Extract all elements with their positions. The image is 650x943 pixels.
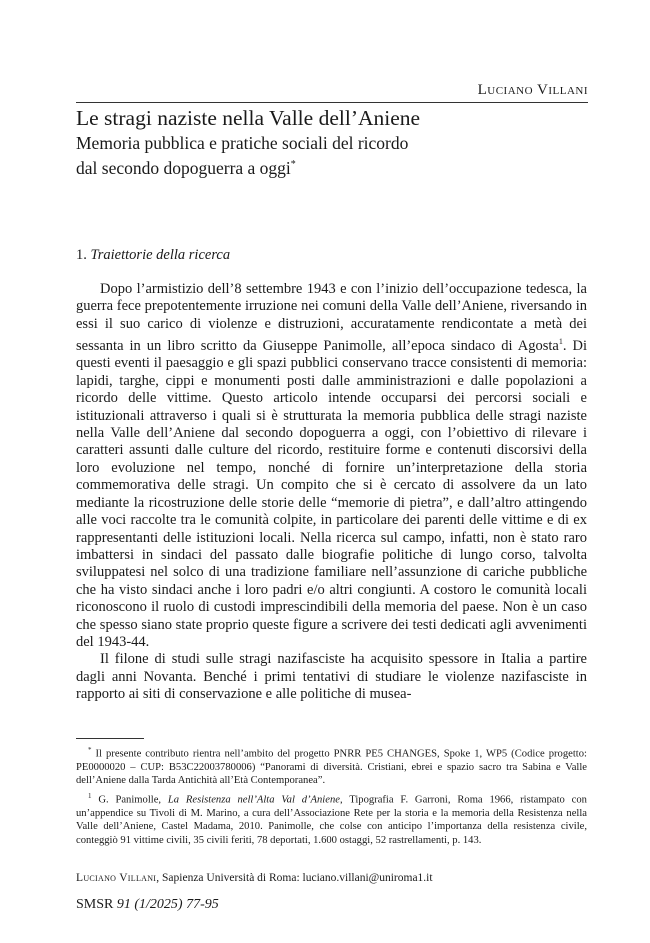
article-subtitle (76, 133, 596, 179)
journal-name: SMSR (76, 897, 117, 912)
footnote-1-mark: 1 (88, 791, 92, 800)
subtitle-note-mark[interactable]: * (290, 159, 296, 170)
paragraph-1-part-a: Dopo l’armistizio dell’8 settembre 1943 e con l’inizio dell’occupazione tedesca, la guerra fece prepotentemente irruzione nei comuni della Valle dell’Aniene, riversando in essi il suo carico di violenze e distruzioni, accuratamente rendicontate a metà dei sessanta in un libro scritto da Giuseppe Panimolle, all’epoca sindaco di Agosta (76, 281, 587, 355)
subtitle-line-2: dal secondo dopoguerra a oggi (76, 157, 291, 178)
footnote-ref-1[interactable]: 1 (558, 337, 563, 347)
paragraph-2: Il filone di studi sulle stragi nazifasciste ha acquisito spessore in Italia a partire dagli anni Novanta. Benché i primi tentativi di studiare le violenze nazifasciste in rapporto ai siti di conservazione e alle politiche di musea- (76, 651, 587, 703)
footnote-1-text-b: , Tipografia F. Garroni, Roma 1966, ristampato con un’appendice su Tivoli di M. Marino, a cura dell’Associazione Rete per la storia e la memoria della Resistenza nella Valle dell’Aniene, Castel Madama, 2010. Panimolle, che colse con anticipo l’importanza della resistenza civile, conteggiò 91 vittime civili, 35 civili feriti, 78 deportati, 1.600 ostaggi, 52 rastrellamenti, p. 143. (76, 794, 587, 846)
footnote-1 (76, 790, 587, 847)
header-rule (76, 102, 588, 103)
article-title: Le stragi naziste nella Valle dell’Aniene (76, 106, 421, 130)
subtitle-line-1: Memoria pubblica e pratiche sociali del ricordo (76, 133, 409, 153)
footnote-star-mark: * (88, 746, 92, 754)
section-number: 1. (76, 247, 87, 263)
footnote-star (76, 744, 587, 788)
body-text (76, 281, 587, 704)
journal-volume: 91 (1/2025) 77-95 (116, 897, 219, 912)
section-title: Traiettorie della ricerca (90, 247, 231, 263)
paragraph-1-part-b: . Di questi eventi il paesaggio e gli spazi pubblici conservano tracce consistenti di memoria: lapidi, targhe, cippi e monumenti posti dalle amministrazioni e dalle popolazioni a ricordo delle vittime. Questo articolo intende occuparsi dei percorsi sociali e istituzionali attraverso i quali si è strutturata la memoria pubblica delle stragi naziste nella Valle dell’Aniene dal secondo dopoguerra a oggi, con l’obiettivo di rilevare i caratteri assunti dalle culture del ricordo, restituire forme e contenuti discorsivi della loro evoluzione nel tempo, nonché di fornire un’interpretazione della storia commemorativa delle stragi. Un compito che si è cercato di assolvere da un lato mediante la ricostruzione delle storie delle “memorie di pietra”, e dall’altro attingendo alle voci raccolte tra le comunità colpite, in particolare dei parenti delle vittime e di ex rappresentanti delle istituzioni locali. Nella ricerca sul campo, infatti, non è stato raro imbattersi in sindaci del passato dalle biografie politiche di lungo corso, talvolta sviluppatesi nel solco di una tradizione familiare nell’assunzione di cariche pubbliche che ha visto sindaci anche i loro padri e/o altri congiunti. A costoro le comunità locali riconoscono il ruolo di custodi imprescindibili della memoria del paese. Non è un caso che spesso siano state proprio queste figure a scrivere dei testi dedicati agli avvenimenti del 1943-44. (76, 338, 588, 650)
footnote-1-text-a: G. Panimolle, (98, 794, 168, 806)
journal-citation (76, 897, 219, 913)
footnote-star-text: Il presente contributo rientra nell’ambito del progetto PNRR PE5 CHANGES, Spoke 1, WP5 (Codice progetto: PE0000020 – CUP: B53C22003780006) “Panorami di diversità. Cristiani, ebrei e spazio sacro tra Sabina e Valle dell’Aniene dalla Tarda Antichità all’Età Contemporanea”. (76, 748, 587, 787)
footnotes (76, 744, 587, 849)
author-name: Luciano Villani (76, 872, 157, 884)
running-head: Luciano Villani (477, 82, 588, 98)
author-affiliation-text: , Sapienza Università di Roma: luciano.villani@uniroma1.it (156, 872, 433, 884)
paragraph-1 (76, 281, 587, 651)
author-affiliation (76, 872, 433, 884)
section-heading (76, 247, 230, 264)
footnote-1-book-title: La Resistenza nell’Alta Val d’Aniene (167, 794, 340, 806)
footnote-rule (76, 738, 144, 739)
